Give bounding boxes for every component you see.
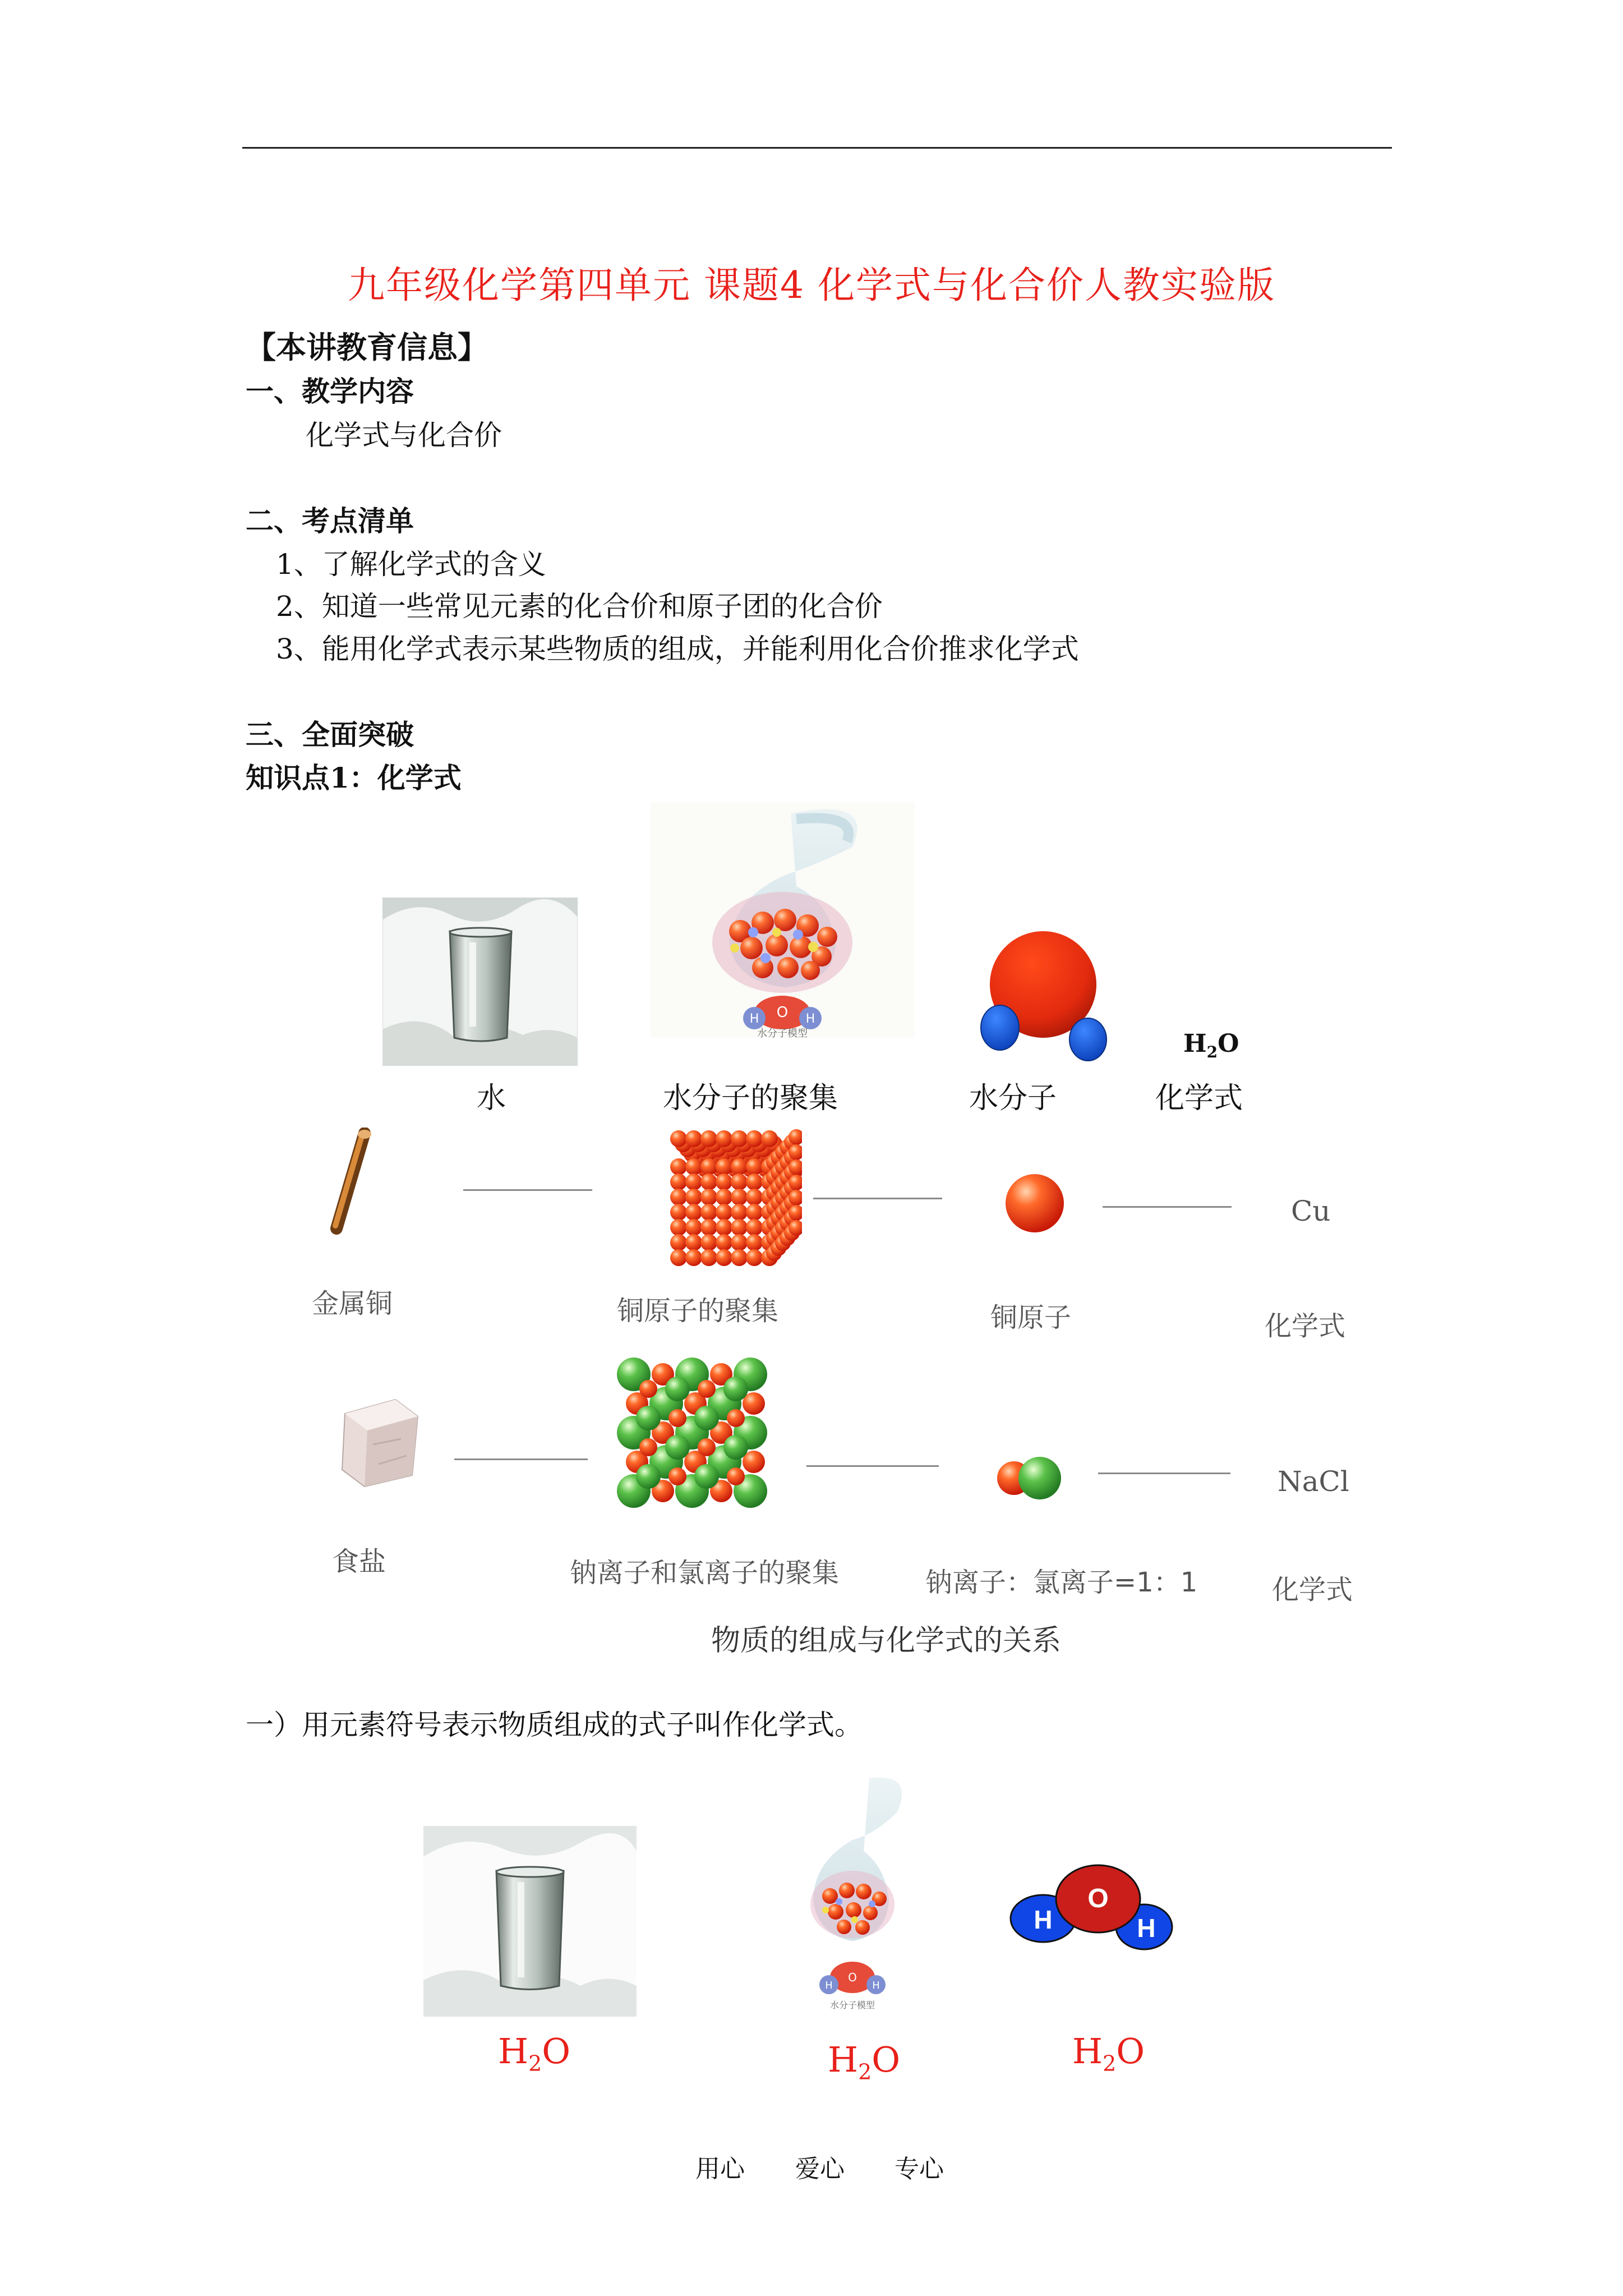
section1-heading: 一、教学内容 bbox=[246, 375, 414, 408]
lattice-sphere bbox=[746, 1174, 763, 1190]
lattice-sphere bbox=[731, 1189, 748, 1205]
lattice-sphere bbox=[670, 1204, 687, 1221]
lattice-sphere bbox=[685, 1174, 702, 1190]
info-header: 【本讲教育信息】 bbox=[246, 329, 488, 365]
formula-label: $H_2O$ bbox=[828, 2039, 901, 2085]
checklist-item: 3、能用化学式表示某些物质的组成，并能利用化合价推求化学式 bbox=[276, 633, 1079, 665]
lattice-sphere bbox=[665, 1435, 690, 1460]
copper-atom-cluster bbox=[639, 1128, 802, 1290]
lattice-sphere bbox=[700, 1174, 717, 1190]
connector-line bbox=[454, 1458, 588, 1460]
copper-wire-image bbox=[325, 1128, 376, 1240]
salt-formula: NaCl bbox=[1278, 1465, 1349, 1498]
lattice-sphere bbox=[731, 1174, 748, 1190]
connector-line bbox=[1103, 1206, 1232, 1208]
lattice-sphere bbox=[670, 1174, 687, 1190]
lattice-sphere bbox=[723, 1377, 748, 1401]
model-caption: 水分子模型 bbox=[757, 1028, 808, 1038]
label-chemical-formula: 化学式 bbox=[1155, 1082, 1243, 1115]
lattice-sphere bbox=[731, 1130, 748, 1147]
lattice-sphere bbox=[700, 1249, 717, 1266]
lattice-sphere bbox=[685, 1234, 702, 1251]
connector-line bbox=[813, 1198, 942, 1199]
page-title: 九年级化学第四单元 课题4 化学式与化合价人教实验版 bbox=[348, 264, 1275, 307]
section2-heading: 二、考点清单 bbox=[246, 504, 414, 537]
lattice-sphere bbox=[723, 1435, 748, 1460]
section3-heading: 三、全面突破 bbox=[246, 718, 414, 751]
section1-body: 化学式与化合价 bbox=[306, 419, 502, 452]
atom-label: O bbox=[848, 1971, 857, 1984]
lattice-sphere bbox=[716, 1130, 732, 1147]
lattice-sphere bbox=[700, 1158, 717, 1175]
atom-label: H bbox=[1034, 1905, 1053, 1934]
footer-text: 专心 bbox=[895, 2155, 944, 2183]
lattice-sphere bbox=[716, 1249, 732, 1266]
ion-pair-model bbox=[990, 1453, 1069, 1503]
atom-label: H bbox=[1137, 1913, 1156, 1943]
lattice-sphere bbox=[685, 1204, 702, 1221]
label-formula: 化学式 bbox=[1272, 1574, 1353, 1605]
lattice-sphere bbox=[639, 1438, 657, 1456]
header-rule bbox=[242, 147, 1392, 149]
h2o-formula: $H_2O$ bbox=[1183, 1029, 1239, 1061]
lattice-sphere bbox=[670, 1158, 687, 1175]
label-copper-atom: 铜原子 bbox=[990, 1302, 1072, 1333]
lattice-sphere bbox=[670, 1249, 687, 1266]
lattice-sphere bbox=[716, 1204, 732, 1221]
atom-label: H bbox=[749, 1012, 759, 1026]
label-water-cluster: 水分子的聚集 bbox=[663, 1082, 838, 1115]
connector-line bbox=[806, 1465, 939, 1467]
label-water-molecule: 水分子 bbox=[969, 1082, 1057, 1115]
lattice-sphere bbox=[700, 1219, 717, 1236]
lattice-sphere bbox=[665, 1377, 690, 1401]
label-water: 水 bbox=[477, 1082, 506, 1115]
lattice-sphere bbox=[685, 1130, 702, 1147]
lattice-sphere bbox=[731, 1204, 748, 1221]
connector-line bbox=[463, 1189, 592, 1191]
model-caption: 水分子模型 bbox=[829, 2000, 875, 2010]
lattice-sphere bbox=[716, 1219, 732, 1236]
label-ion-ratio: 钠离子：氯离子=1：1 bbox=[925, 1567, 1198, 1598]
label-ion-cluster: 钠离子和氯离子的聚集 bbox=[570, 1557, 840, 1589]
lattice-sphere bbox=[731, 1219, 748, 1236]
lattice-sphere bbox=[685, 1219, 702, 1236]
label-copper-metal: 金属铜 bbox=[312, 1288, 393, 1319]
atom-label: H bbox=[872, 1980, 880, 1991]
label-formula: 化学式 bbox=[1265, 1310, 1346, 1342]
figure-caption: 物质的组成与化学式的关系 bbox=[711, 1624, 1062, 1658]
atom-label: O bbox=[776, 1004, 789, 1021]
water-glass-image bbox=[382, 898, 578, 1066]
atom-label: O bbox=[1087, 1884, 1109, 1913]
lattice-sphere bbox=[716, 1234, 732, 1251]
lattice-sphere bbox=[685, 1158, 702, 1175]
checklist-item: 2、知道一些常见元素的化合价和原子团的化合价 bbox=[276, 590, 883, 623]
footer-text: 爱心 bbox=[795, 2155, 845, 2183]
lattice-sphere bbox=[685, 1189, 702, 1205]
lattice-sphere bbox=[746, 1204, 763, 1221]
lattice-sphere bbox=[639, 1380, 657, 1398]
lattice-sphere bbox=[668, 1409, 686, 1427]
lattice-sphere bbox=[746, 1158, 763, 1175]
connector-line bbox=[1098, 1473, 1230, 1474]
lattice-sphere bbox=[685, 1249, 702, 1266]
water-molecule-cluster-image bbox=[785, 1773, 920, 2019]
copper-atom bbox=[1004, 1172, 1066, 1234]
lattice-sphere bbox=[700, 1204, 717, 1221]
lattice-sphere bbox=[694, 1406, 719, 1430]
knowledge-point-title: 知识点1：化学式 bbox=[246, 761, 462, 794]
label-copper-cluster: 铜原子的聚集 bbox=[617, 1295, 779, 1327]
lattice-sphere bbox=[716, 1158, 732, 1175]
lattice-sphere bbox=[636, 1464, 661, 1489]
formula-label: $H_2O$ bbox=[1072, 2031, 1145, 2076]
atom-label: H bbox=[805, 1012, 815, 1026]
lattice-sphere bbox=[761, 1130, 778, 1147]
lattice-sphere bbox=[731, 1234, 748, 1251]
lattice-sphere bbox=[698, 1438, 716, 1456]
lattice-sphere bbox=[670, 1130, 687, 1147]
ion-lattice-cluster bbox=[611, 1352, 785, 1520]
lattice-sphere bbox=[698, 1380, 716, 1398]
lattice-sphere bbox=[716, 1174, 732, 1190]
lattice-sphere bbox=[727, 1409, 745, 1427]
atom-label: H bbox=[825, 1980, 833, 1991]
footer-text: 用心 bbox=[695, 2155, 745, 2183]
water-molecule-cluster-image bbox=[651, 802, 914, 1038]
lattice-sphere bbox=[670, 1219, 687, 1236]
lattice-sphere bbox=[727, 1467, 745, 1485]
lattice-sphere bbox=[670, 1189, 687, 1205]
lattice-sphere bbox=[700, 1130, 717, 1147]
lattice-sphere bbox=[746, 1130, 763, 1147]
lattice-sphere bbox=[700, 1189, 717, 1205]
lattice-sphere bbox=[746, 1249, 763, 1266]
lattice-sphere bbox=[700, 1234, 717, 1251]
lattice-sphere bbox=[694, 1464, 719, 1489]
lattice-sphere bbox=[731, 1249, 748, 1266]
formula-label: $H_2O$ bbox=[498, 2031, 571, 2076]
label-salt: 食盐 bbox=[332, 1546, 386, 1577]
lattice-sphere bbox=[668, 1467, 686, 1485]
lattice-sphere bbox=[746, 1189, 763, 1205]
lattice-sphere bbox=[731, 1158, 748, 1175]
lattice-sphere bbox=[636, 1406, 661, 1430]
water-molecule-model bbox=[976, 931, 1110, 1066]
lattice-sphere bbox=[716, 1189, 732, 1205]
lattice-sphere bbox=[746, 1219, 763, 1236]
copper-formula: Cu bbox=[1291, 1195, 1331, 1227]
salt-crystal-image bbox=[334, 1391, 423, 1492]
definition-text: 一）用元素符号表示物质组成的式子叫作化学式。 bbox=[246, 1709, 863, 1741]
lattice-sphere bbox=[670, 1234, 687, 1251]
checklist-item: 1、了解化学式的含义 bbox=[276, 548, 546, 581]
water-molecule-model bbox=[1004, 1862, 1183, 1963]
lattice-sphere bbox=[746, 1234, 763, 1251]
water-glass-image bbox=[423, 1826, 637, 2017]
